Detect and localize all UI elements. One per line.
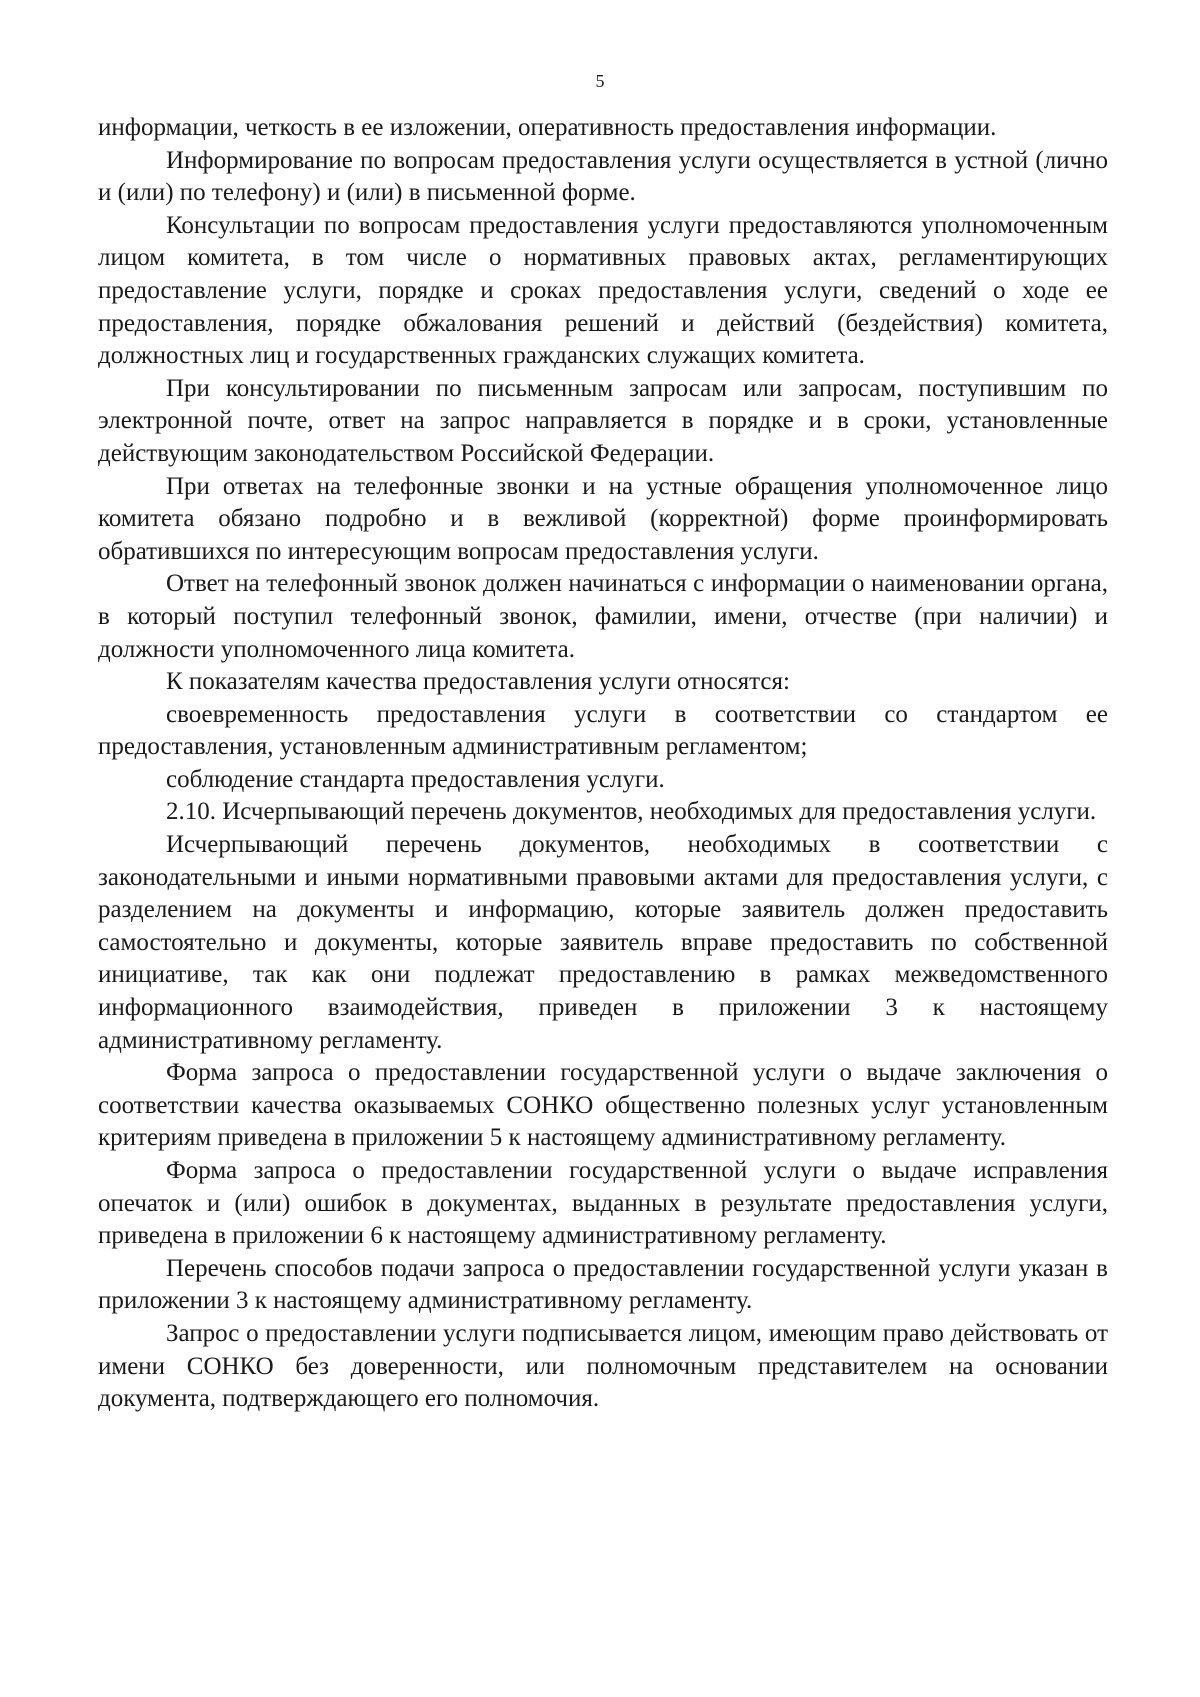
paragraph: соблюдение стандарта предоставления услуги. [166,765,665,793]
paragraph: Перечень способов подачи запроса о предоставлении государственной услуги указан в приложении 3 к настоящему административному регламенту. [98,1254,1108,1315]
paragraph: Информирование по вопросам предоставления услуги осуществляется в устной (лично и (или) по телефону) и (или) в письменной форме. [98,146,1108,207]
paragraph: При ответах на телефонные звонки и на устные обращения уполномоченное лицо комитета обязано подробно и в вежливой (корректной) форме проинформировать обратившихся по интересующим вопросам предоставления услуги. [98,472,1108,565]
paragraph: Запрос о предоставлении услуги подписывается лицом, имеющим право действовать от имени СОНКО без доверенности, или полномочным представителем на основании документа, подтверждающего его полномочия. [98,1319,1108,1413]
paragraph: При консультировании по письменным запросам или запросам, поступившим по электронной почте, ответ на запрос направляется в порядке и в сроки, установленные действующим законодательством Российской Федерации. [98,374,1108,467]
paragraph: Ответ на телефонный звонок должен начинаться с информации о наименовании органа, в который поступил телефонный звонок, фамилии, имени, отчестве (при наличии) и должности уполномоченного лица комитета. [98,570,1108,663]
paragraph: Форма запроса о предоставлении государственной услуги о выдаче заключения о соответствии качества оказываемых СОНКО общественно полезных услуг установленным критериям приведена в приложении 5 к настоящему административному регламенту. [98,1059,1108,1152]
document-body [98,112,1108,1416]
paragraph: Исчерпывающий перечень документов, необходимых в соответствии с законодательными и иными нормативными правовыми актами для предоставления услуги, с разделением на документы и информацию, которые заявитель должен предоставить самостоятельно и документы, которые заявитель вправе предоставить по собственной инициативе, так как они подлежат предоставлению в рамках межведомственного информационного взаимодействия, приведен в приложении 3 к настоящему административному регламенту. [98,831,1108,1054]
paragraph: своевременность предоставления услуги в соответствии со стандартом ее предоставления, установленным административным регламентом; [98,700,1108,761]
paragraph: К показателям качества предоставления услуги относятся: [166,668,790,696]
paragraph: информации, четкость в ее изложении, оперативность предоставления информации. [98,114,997,141]
section-heading-2-10: 2.10. Исчерпывающий перечень документов, необходимых для предоставления услуги. [166,798,1097,826]
paragraph: Форма запроса о предоставлении государственной услуги о выдаче исправления опечаток и (или) ошибок в документах, выданных в результате предоставления услуги, приведена в приложении 6 к настоящему административному регламенту. [98,1157,1108,1250]
paragraph: Консультации по вопросам предоставления услуги предоставляются уполномоченным лицом комитета, в том числе о нормативных правовых актах, регламентирующих предоставление услуги, порядке и сроках предоставления услуги, сведений о ходе ее предоставления, порядке обжалования решений и действий (бездействия) комитета, должностных лиц и государственных гражданских служащих комитета. [98,211,1108,370]
page-number: 5 [595,71,605,91]
